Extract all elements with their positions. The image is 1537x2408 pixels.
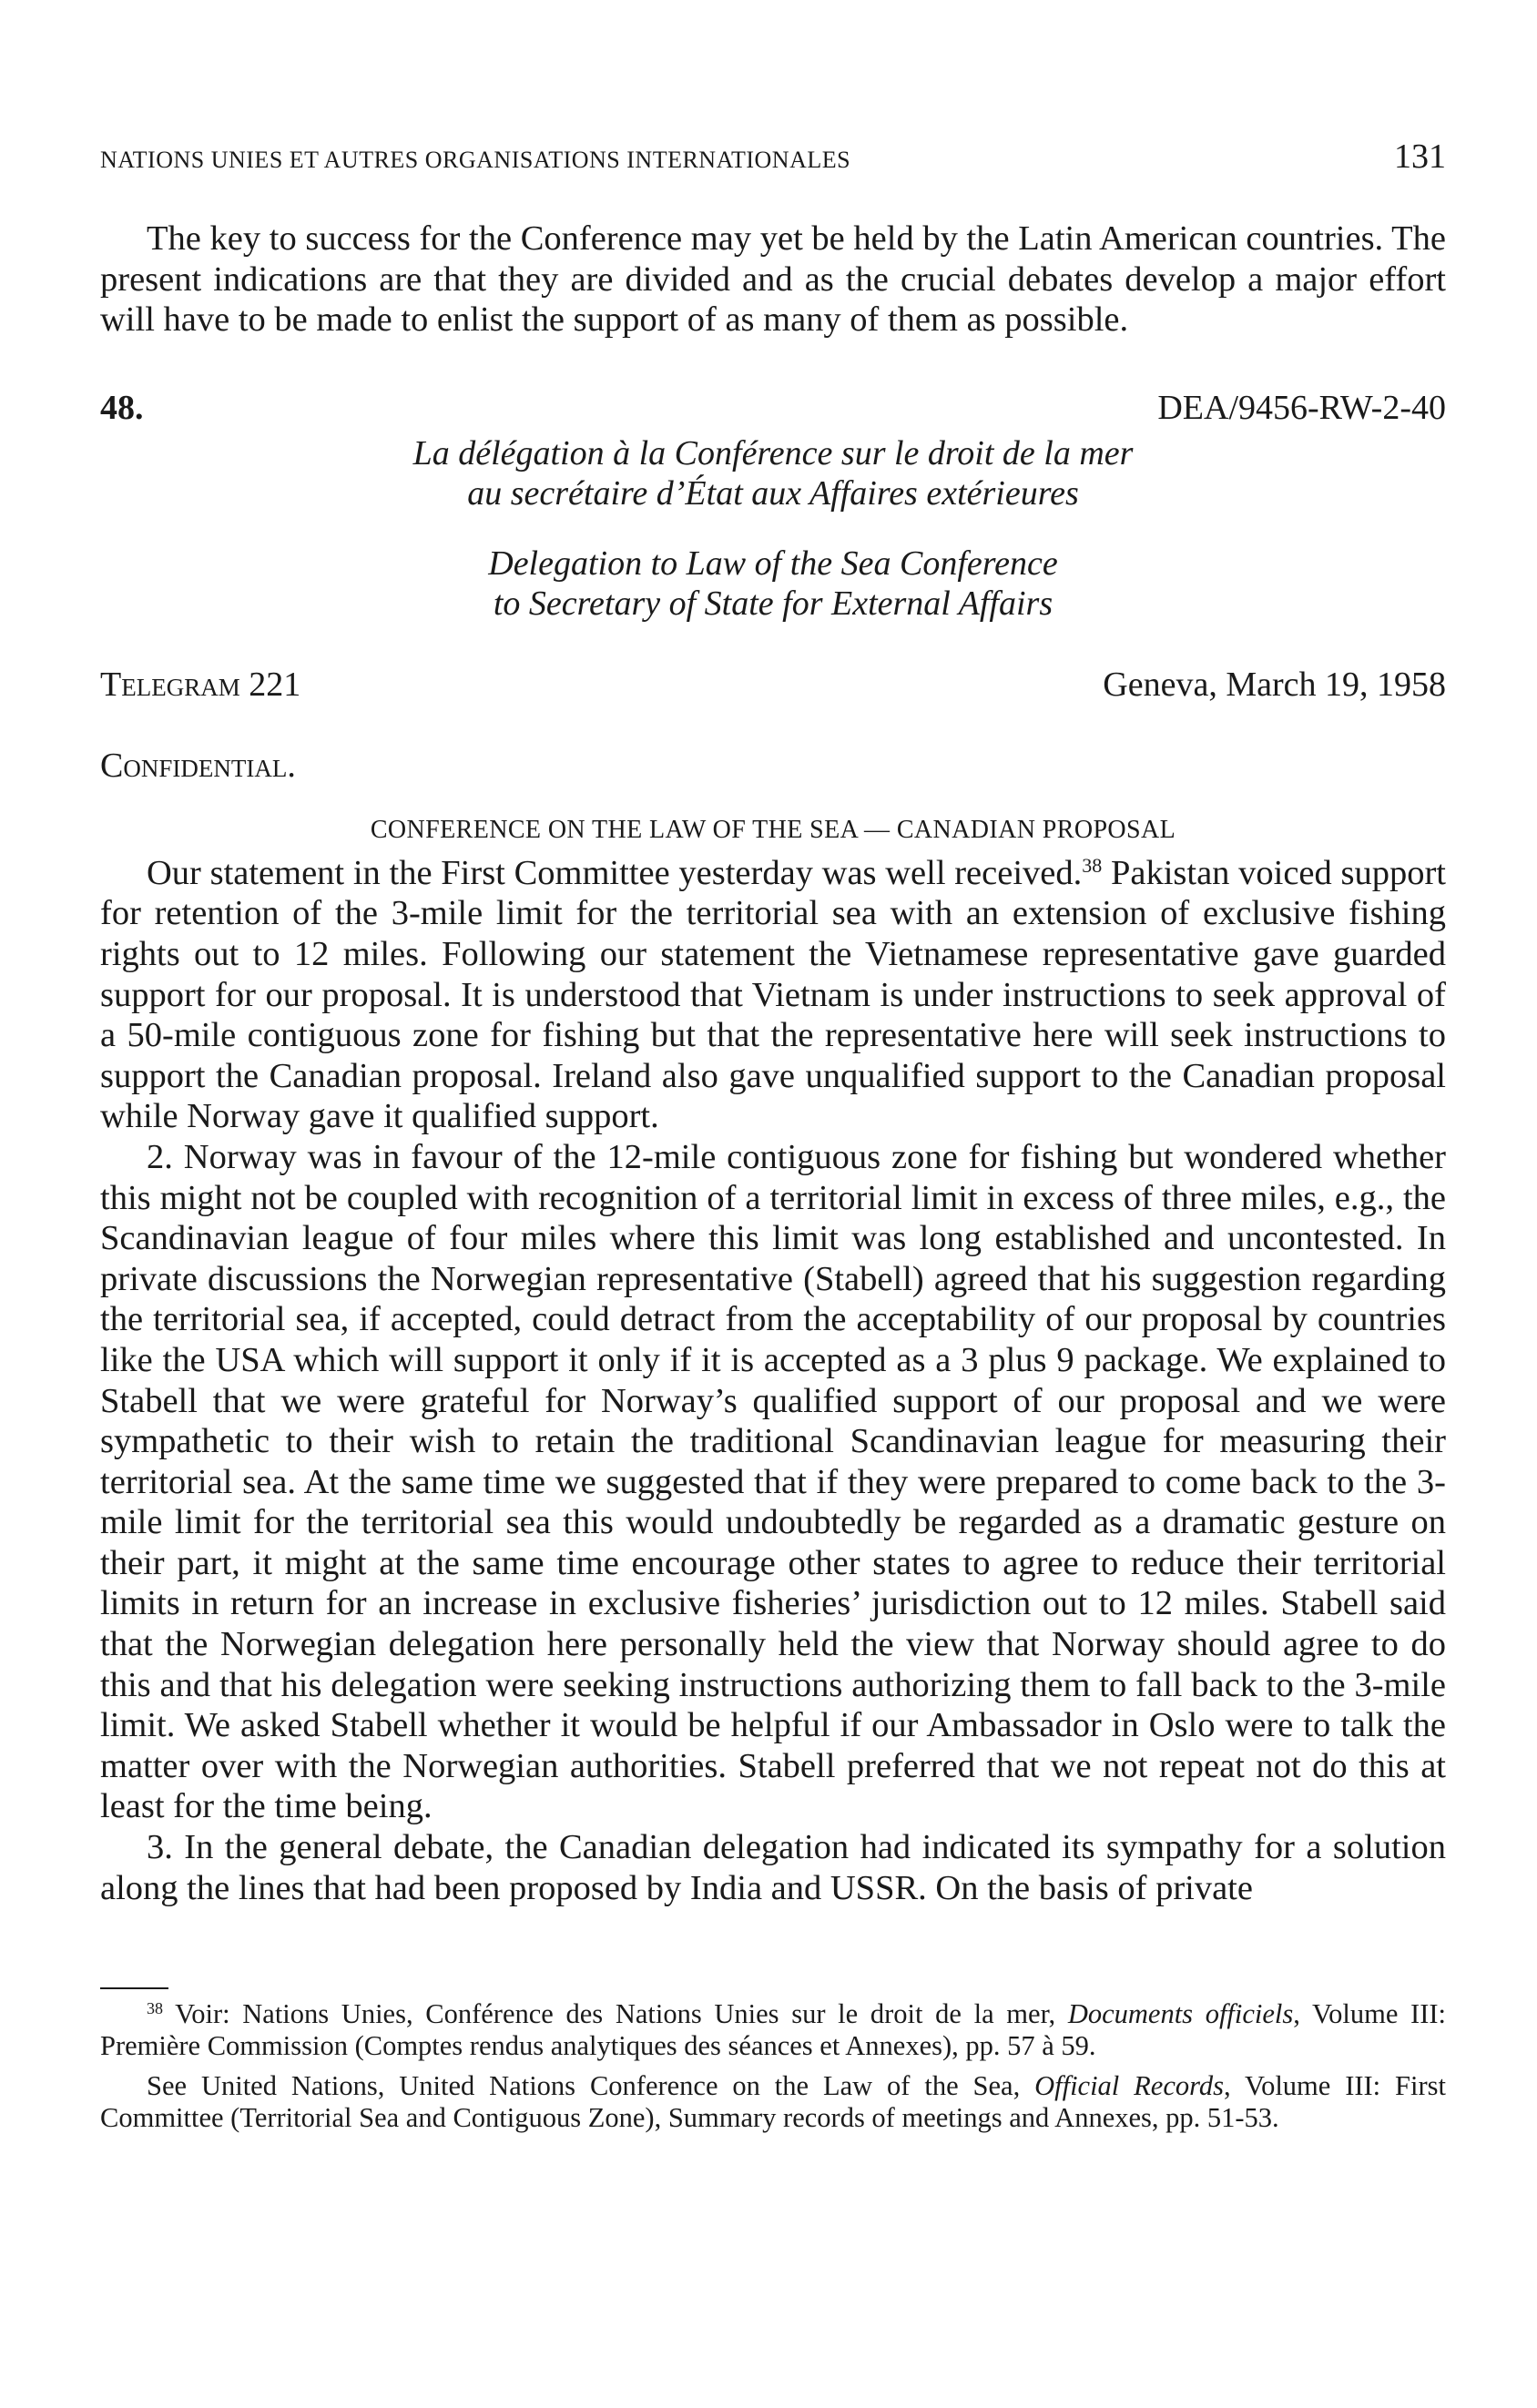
footnotes [100, 1998, 1446, 2133]
footnote-rule [100, 1987, 168, 1989]
paragraph-2: 2. Norway was in favour of the 12-mile contiguous zone for fishing but wondered whether this might not be coupled with recognition of a territorial limit in excess of three miles, e.g., the Scandinavian league of four miles where this limit was long established and uncontested. In private discussions the Norwegian representative (Stabell) agreed that his suggestion regarding the territorial sea, if accepted, could detract from the acceptability of our proposal by countries like the USA which will support it only if it is accepted as a 3 plus 9 package. We explained to Stabell that we were grateful for Norway’s qualified support of our proposal and we were sympathetic to their wish to retain the traditional Scandinavian league for measuring their territorial sea. At the same time we suggested that if they were prepared to come back to the 3-mile limit for the territorial sea this would undoubtedly be regarded as a dramatic gesture on their part, it might at the same time encourage other states to agree to reduce their territorial limits in return for an increase in exclusive fisheries’ jurisdiction out to 12 miles. Stabell said that the Norwegian delegation here personally held the view that Norway should agree to do this and that his delegation were seeking instructions authorizing them to fall back to the 3-mile limit. We asked Stabell whether it would be helpful if our Ambassador in Oslo were to talk the matter over with the Norwegian authorities. Stabell preferred that we not repeat not do this at least for the time being. [100, 1137, 1446, 1826]
heading-english [100, 544, 1446, 624]
running-head [100, 137, 1446, 191]
place-date: Geneva, March 19, 1958 [1103, 665, 1446, 704]
footnote-reference: 38 [1082, 853, 1103, 877]
page-number: 131 [1394, 137, 1446, 176]
footnote-english-start: See United Nations, United Nations Conference on the Law of the Sea, [147, 2070, 1035, 2102]
telegram-row [100, 665, 1446, 705]
heading-french-line-2: au secrétaire d’État aux Affaires extérieures [467, 473, 1079, 513]
heading-french-line-1: La délégation à la Conférence sur le droit de la mer [412, 433, 1134, 472]
footnote-english-end: , Volume III: First Committee (Territorial Sea and Contiguous Zone), Summary records of meetings and Annexes, pp. 51-53. [100, 2070, 1446, 2133]
footnote-english-title: Official Records [1034, 2070, 1224, 2102]
footnote-english [100, 2070, 1446, 2133]
subject-heading: CONFERENCE ON THE LAW OF THE SEA — CANADIAN PROPOSAL [370, 815, 1176, 844]
footnote-french-title: Documents officiels [1067, 1998, 1294, 2030]
heading-english-line-1: Delegation to Law of the Sea Conference [488, 544, 1058, 583]
document-page [100, 137, 1446, 2133]
telegram-body [100, 853, 1446, 1908]
document-heading [100, 433, 1446, 624]
running-head-title: NATIONS UNIES ET AUTRES ORGANISATIONS INTERNATIONALES [100, 147, 851, 173]
intro-paragraph: The key to success for the Conference may yet be held by the Latin American countries. The present indications are that they are divided and as the crucial debates develop a major effort will have to be made to enlist the support of as many of them as possible. [100, 219, 1446, 340]
telegram-number: Telegram 221 [100, 665, 301, 704]
document-number: 48. [100, 388, 144, 427]
paragraph-1-rest: Pakistan voiced support for retention of the 3-mile limit for the territorial sea with an extension of exclusive fishing rights out to 12 miles. Following our statement the Vietnamese representative gave guarded support for our proposal. It is understood that Vietnam is under instructions to seek approval of a 50-mile contiguous zone for fishing but that the representative here will seek instructions to support the Canadian proposal. Ireland also gave unqualified support to the Canadian proposal while Norway gave it qualified support. [100, 853, 1446, 1136]
paragraph-3: 3. In the general debate, the Canadian delegation had indicated its sympathy for a solution along the lines that had been proposed by India and USSR. On the basis of private [100, 1828, 1446, 1907]
document-header-row [100, 388, 1446, 428]
paragraph-1-start: Our statement in the First Committee yesterday was well received. [147, 853, 1083, 892]
paragraph-1 [100, 853, 1446, 1137]
heading-french [100, 433, 1446, 513]
footnote-french-start: Voir: Nations Unies, Conférence des Nations Unies sur le droit de la mer, [163, 1998, 1068, 2030]
file-reference: DEA/9456-RW-2-40 [1157, 388, 1446, 427]
footnote-french [100, 1998, 1446, 2061]
heading-english-line-2: to Secretary of State for External Affairs [493, 584, 1054, 623]
footnote-french-end: , Volume III: Première Commission (Comptes rendus analytiques des séances et Annexes), pp. 57 à 59. [100, 1998, 1446, 2061]
footnote-number: 38 [147, 1999, 163, 2018]
classification: Confidential. [100, 746, 296, 785]
